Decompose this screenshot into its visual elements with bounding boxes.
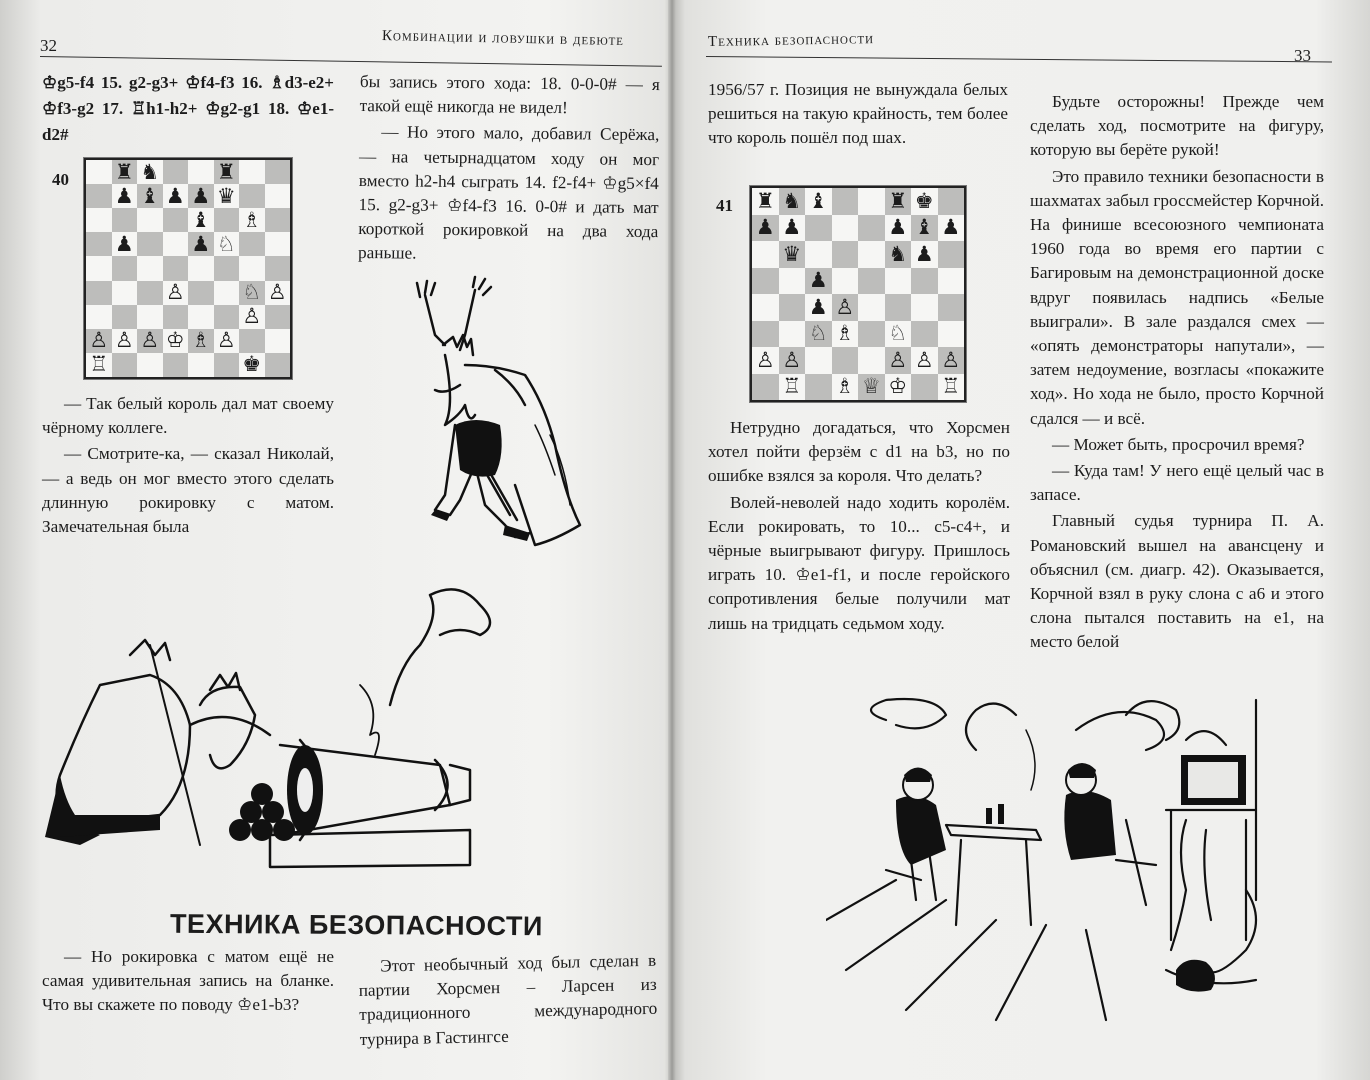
board-square [858, 241, 885, 268]
chess-piece-square: ♛ [779, 241, 806, 268]
chess-piece-square: ♟ [752, 215, 779, 242]
chess-piece-square: ♞ [779, 188, 806, 215]
chess-piece-square: ♙ [163, 281, 189, 305]
board-square [239, 184, 265, 208]
chess-piece-square: ♘ [885, 321, 912, 348]
board-square [265, 353, 291, 377]
board-square [911, 321, 938, 348]
chess-piece-square: ♚ [911, 188, 938, 215]
board-square [885, 294, 912, 321]
board-square [858, 215, 885, 242]
chess-piece-square: ♖ [938, 374, 965, 401]
board-square [112, 305, 138, 329]
chess-diagram-40 [84, 158, 292, 379]
chess-piece-square: ♛ [214, 184, 240, 208]
board-square [911, 268, 938, 295]
board-square [86, 160, 112, 184]
board-square [938, 188, 965, 215]
paragraph: 1956/57 г. Позиция не вынуждала белых решиться на такую крайность, тем более что король пошёл под шах. [708, 80, 1008, 148]
page-number-left: 32 [40, 36, 57, 55]
board-square [86, 305, 112, 329]
board-square [214, 305, 240, 329]
board-square [188, 256, 214, 280]
paragraph: — Может быть, просрочил время? [1052, 434, 1305, 454]
chess-piece-square: ♙ [752, 347, 779, 374]
header-rule-right [706, 56, 1332, 62]
chess-piece-square: ♘ [214, 232, 240, 256]
chess-piece-square: ♙ [214, 329, 240, 353]
board-square [265, 256, 291, 280]
board-square [265, 305, 291, 329]
chess-piece-square: ♝ [911, 215, 938, 242]
paragraph: Будьте осторожны! Прежде чем сделать ход, посмотрите на фигуру, которую вы берёте рукой! [1030, 92, 1324, 160]
header-rule-left [40, 56, 662, 67]
chess-piece-square: ♕ [858, 374, 885, 401]
paragraph: Этот необычный ход был сделан в партии Хорсмен – Ларсен из традиционного международного турнира в Гастингсе [358, 950, 658, 1049]
board-square [137, 281, 163, 305]
chess-piece-square: ♜ [112, 160, 138, 184]
board-square [265, 184, 291, 208]
board-square [832, 188, 859, 215]
board-square [832, 347, 859, 374]
board-square [214, 208, 240, 232]
board-square [112, 256, 138, 280]
board-square [265, 160, 291, 184]
board-square [911, 294, 938, 321]
board-square [858, 294, 885, 321]
board-square [163, 256, 189, 280]
board-square [112, 281, 138, 305]
board-square [137, 256, 163, 280]
board-square [779, 321, 806, 348]
chess-piece-square: ♘ [805, 321, 832, 348]
board-square [265, 208, 291, 232]
board-square [137, 305, 163, 329]
paragraph: — Куда там! У него ещё целый час в запасе. [1030, 461, 1324, 505]
section-title: ТЕХНИКА БЕЗОПАСНОСТИ [169, 908, 543, 942]
chess-diagram-41 [750, 186, 966, 402]
chess-piece-square: ♟ [188, 232, 214, 256]
board-square [137, 208, 163, 232]
board-square [239, 256, 265, 280]
board-square [86, 281, 112, 305]
diagram-number-41: 41 [716, 196, 733, 215]
chess-piece-square: ♚ [239, 353, 265, 377]
chess-piece-square: ♗ [832, 321, 859, 348]
chess-piece-square: ♟ [188, 184, 214, 208]
chess-piece-square: ♟ [911, 241, 938, 268]
board-square [86, 232, 112, 256]
chess-piece-square: ♟ [805, 268, 832, 295]
chess-piece-square: ♙ [885, 347, 912, 374]
board-square [214, 256, 240, 280]
chess-piece-square: ♙ [779, 347, 806, 374]
diagram-number-40: 40 [52, 170, 69, 189]
board-square [163, 353, 189, 377]
paragraph: Главный судья турнира П. А. Романовский вышел на авансцену и объяснил (см. диагр. 42). Оказывается, Корчной взял в руку слона с a6 и этого слона пытался поставить на e1, на место белой [1030, 511, 1324, 652]
chess-piece-square: ♝ [137, 184, 163, 208]
board-square [188, 353, 214, 377]
chess-piece-square: ♟ [779, 215, 806, 242]
running-head-left: Комбинации и ловушки в дебюте [381, 28, 625, 50]
paragraph: бы запись этого хода: 18. 0-0-0# — я такой ещё никогда не видел! [359, 71, 660, 118]
chess-piece-square: ♟ [805, 294, 832, 321]
board-square [752, 294, 779, 321]
board-square [832, 215, 859, 242]
right-col1-intro [708, 78, 1008, 153]
chess-piece-square: ♙ [239, 305, 265, 329]
paragraph: Это правило техники безопасности в шахматах забыл гроссмейстер Корчной. На финише всесоюзного чемпионата 1960 года во время его партии с Багировым на демонстрационной доске вдруг появилась надпись «Белые выиграли». В зале раздался смех — «опять демонстраторы напутали», — затем недоумение, возгласы «покажите ход». Но хода не было, просто Корчной сдался — и всё. [1030, 166, 1324, 428]
left-col2-text [358, 70, 660, 271]
board-square [265, 232, 291, 256]
running-head-right: Техника безопасности [707, 31, 875, 50]
board-square [885, 268, 912, 295]
board-square [163, 305, 189, 329]
board-square [858, 268, 885, 295]
right-col1-text [708, 416, 1010, 638]
paragraph: — Но этого мало, добавил Серёжа, — на четырнадцатом ходу он мог вместо h2-h4 сыграть 14. f2-f4+ ♔g5×f4 15. g2-g3+ ♔f4-f3 16. 0-0# и дать мат короткой рокировкой на два хода раньше. [357, 122, 660, 264]
right-page [676, 0, 1370, 1080]
board-square [752, 321, 779, 348]
chess-piece-square: ♗ [832, 374, 859, 401]
board-square [779, 294, 806, 321]
left-bottom-col1 [42, 945, 334, 1020]
paragraph: — Смотрите-ка, — сказал Николай, — а ведь он мог вместо этого сделать длинную рокировку с матом. Замечательная была [42, 444, 334, 537]
board-square [805, 215, 832, 242]
paragraph: — Но рокировка с матом ещё не самая удивительная запись на бланке. Что вы скажете по поводу ♔e1-b3? [42, 947, 334, 1015]
board-square [752, 374, 779, 401]
chess-piece-square: ♟ [112, 232, 138, 256]
board-square [163, 232, 189, 256]
chess-piece-square: ♜ [885, 188, 912, 215]
chess-piece-square: ♟ [938, 215, 965, 242]
book-gutter [668, 0, 676, 1080]
board-square [938, 268, 965, 295]
board-square [112, 353, 138, 377]
board-square [214, 281, 240, 305]
board-square [214, 353, 240, 377]
board-square [163, 208, 189, 232]
chess-piece-square: ♗ [188, 329, 214, 353]
board-square [239, 232, 265, 256]
chess-piece-square: ♔ [885, 374, 912, 401]
moves-line: ♔g5-f4 15. g2-g3+ ♔f4-f3 16. ♗d3-e2+ ♔f3-g2 17. ♖h1-h2+ ♔g2-g1 18. ♔e1-d2# [42, 73, 334, 144]
board-square [137, 232, 163, 256]
right-col2-text [1030, 90, 1324, 657]
board-square [938, 294, 965, 321]
chess-players-cartoon-illustration [826, 690, 1346, 1030]
board-square [858, 188, 885, 215]
chess-piece-square: ♝ [188, 208, 214, 232]
board-square [938, 321, 965, 348]
board-square [805, 374, 832, 401]
page-number-right: 33 [1294, 46, 1311, 65]
board-square [805, 347, 832, 374]
paragraph: Волей-неволей надо ходить королём. Если рокировать, то 10... c5-c4+, и чёрные выигрывают фигуру. Пришлось играть 10. ♔e1-f1, и после геройского сопротивления белые получили мат лишь на тридцать седьмом ходу. [708, 492, 1010, 633]
board-square [137, 353, 163, 377]
chess-piece-square: ♜ [214, 160, 240, 184]
board-square [163, 160, 189, 184]
board-square [779, 268, 806, 295]
paragraph: — Так белый король дал мат своему чёрному коллеге. [42, 394, 334, 438]
board-square [752, 268, 779, 295]
board-square [832, 268, 859, 295]
chess-piece-square: ♙ [911, 347, 938, 374]
chess-piece-square: ♖ [86, 353, 112, 377]
board-square [858, 321, 885, 348]
board-square [752, 241, 779, 268]
left-col1-text [42, 392, 334, 541]
chess-piece-square: ♗ [239, 208, 265, 232]
chess-piece-square: ♟ [885, 215, 912, 242]
board-square [239, 160, 265, 184]
king-cartoon-illustration [405, 275, 605, 560]
board-square [938, 241, 965, 268]
chess-piece-square: ♝ [805, 188, 832, 215]
chess-piece-square: ♖ [779, 374, 806, 401]
board-square [188, 160, 214, 184]
chess-piece-square: ♙ [832, 294, 859, 321]
board-square [911, 374, 938, 401]
board-square [265, 329, 291, 353]
paragraph: Нетрудно догадаться, что Хорсмен хотел пойти ферзём с d1 на b3, но по ошибке взялся за короля. Что делать? [708, 418, 1010, 486]
chess-piece-square: ♜ [752, 188, 779, 215]
chess-piece-square: ♞ [885, 241, 912, 268]
left-page [0, 0, 668, 1080]
board-square [188, 281, 214, 305]
chess-piece-square: ♙ [265, 281, 291, 305]
board-square [805, 241, 832, 268]
board-square [832, 241, 859, 268]
cannon-cartoon-illustration [40, 575, 520, 875]
chess-piece-square: ♙ [112, 329, 138, 353]
chess-piece-square: ♔ [163, 329, 189, 353]
board-square [188, 305, 214, 329]
chess-piece-square: ♟ [163, 184, 189, 208]
board-square [86, 208, 112, 232]
board-square [86, 184, 112, 208]
chess-piece-square: ♘ [239, 281, 265, 305]
left-bottom-col2 [358, 949, 658, 1054]
chess-piece-square: ♙ [137, 329, 163, 353]
board-square [858, 347, 885, 374]
chess-piece-square: ♙ [86, 329, 112, 353]
chess-piece-square: ♙ [938, 347, 965, 374]
board-square [86, 256, 112, 280]
chess-piece-square: ♟ [112, 184, 138, 208]
board-square [239, 329, 265, 353]
chess-piece-square: ♞ [137, 160, 163, 184]
board-square [112, 208, 138, 232]
